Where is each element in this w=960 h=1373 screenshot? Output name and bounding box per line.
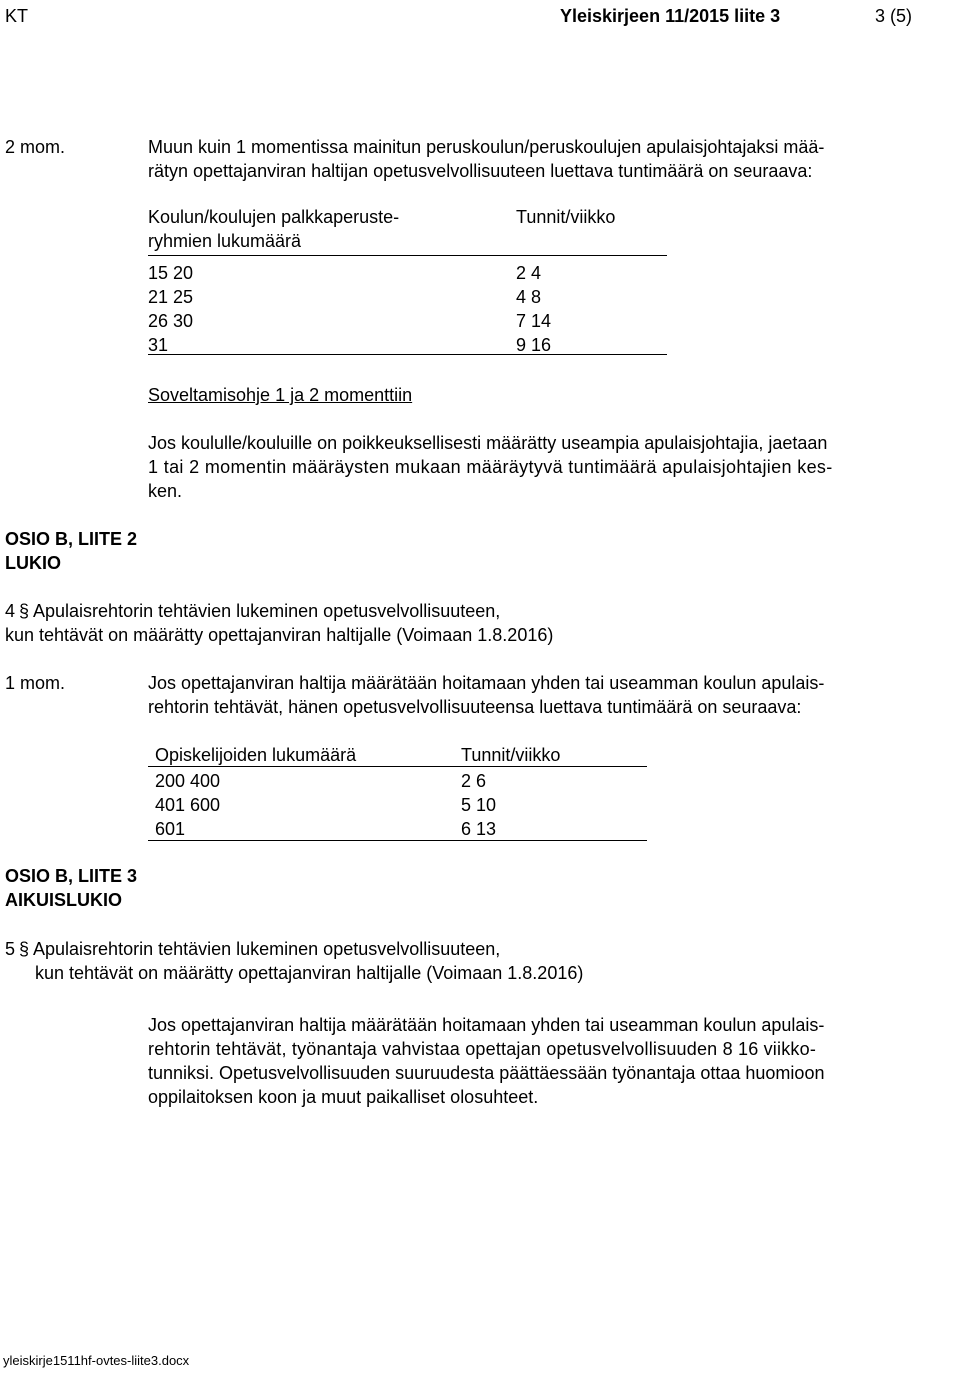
para5-body-line4: oppilaitoksen koon ja muut paikalliset olosuhteet.	[148, 1087, 539, 1107]
table2-bottom-rule	[148, 840, 647, 841]
para5-number: 5	[5, 939, 16, 959]
table-row	[516, 261, 541, 285]
table-row	[516, 285, 541, 309]
table1-col2-header: Tunnit/viikko	[516, 207, 616, 227]
mom1-text-line2: rehtorin tehtävät, hänen opetusvelvollisuuteensa luettava tuntimäärä on seuraava:	[148, 697, 802, 717]
guidance-text-line1: Jos koululle/kouluille on poikkeuksellisesti määrätty useampia apulaisjohtajia, jaetaan	[148, 433, 828, 453]
section-b3-title: OSIO B, LIITE 3	[5, 866, 138, 886]
table2-col1-header: Opiskelijoiden lukumäärä	[155, 745, 357, 765]
para5-title: Apulaisrehtorin tehtävien lukeminen opetusvelvollisuuteen,	[33, 939, 501, 959]
table-row	[516, 309, 551, 333]
para4-title-line1	[5, 599, 500, 623]
guidance-heading: Soveltamisohje 1 ja 2 momenttiin	[148, 385, 413, 405]
table2-cell-students: 401 600	[155, 795, 221, 815]
mom2-text-line2: rätyn opettajanviran haltijan opetusvelvollisuuteen luettava tuntimäärä on seuraava:	[148, 161, 813, 181]
footer-filename: yleiskirje1511hf-ovtes-liite3.docx	[3, 1353, 190, 1368]
para5-body-line3: tunniksi. Opetusvelvollisuuden suuruudesta päättäessään työnantaja ottaa huomioon	[148, 1063, 825, 1083]
table1-cell-groups: 26 30	[148, 311, 194, 331]
table-row	[461, 793, 496, 817]
table1-bottom-rule	[148, 354, 667, 355]
header-left: KT	[5, 6, 29, 26]
para5-body-line1: Jos opettajanviran haltija määrätään hoitamaan yhden tai useamman koulun apulais-	[148, 1015, 825, 1035]
mom1-text-line1: Jos opettajanviran haltija määrätään hoitamaan yhden tai useamman koulun apulais-	[148, 673, 825, 693]
header-title: Yleiskirjeen 11/2015 liite 3	[560, 6, 781, 26]
table2-cell-hours: 6 13	[461, 819, 497, 839]
table1-cell-groups: 15 20	[148, 263, 194, 283]
mom2-text-line1: Muun kuin 1 momentissa mainitun peruskoulun/peruskoulujen apulaisjohtajaksi mää-	[148, 137, 825, 157]
table1-cell-hours: 4 8	[516, 287, 542, 307]
table-row	[461, 769, 486, 793]
para5-title-line2: kun tehtävät on määrätty opettajanviran haltijalle (Voimaan 1.8.2016)	[35, 963, 584, 983]
section-b2-subtitle: LUKIO	[5, 553, 61, 573]
table1-col1-header-line1: Koulun/koulujen palkkaperuste-	[148, 207, 400, 227]
table2-cell-students: 200 400	[155, 771, 221, 791]
table1-header-rule	[148, 255, 667, 256]
mom1-label: 1 mom.	[5, 673, 66, 693]
guidance-text-line3: ken.	[148, 481, 183, 501]
section-sign-icon: §	[19, 601, 30, 621]
table-row	[461, 817, 496, 841]
table-row	[148, 309, 193, 333]
section-b3-subtitle: AIKUISLUKIO	[5, 890, 122, 910]
guidance-text-line2: 1 tai 2 momentin määräysten mukaan määräytyvä tuntimäärä apulaisjohtajien kes-	[148, 457, 833, 477]
table-row	[155, 769, 220, 793]
para5-body-line2: rehtorin tehtävät, työnantaja vahvistaa opettajan opetusvelvollisuuden 8 16 viikko-	[148, 1039, 817, 1059]
table-row	[148, 261, 193, 285]
table1-cell-groups: 31	[148, 335, 169, 355]
table2-header-rule	[148, 766, 647, 767]
table2-cell-hours: 2 6	[461, 771, 487, 791]
table-row	[155, 817, 185, 841]
table2-col2-header: Tunnit/viikko	[461, 745, 561, 765]
section-b2-title: OSIO B, LIITE 2	[5, 529, 138, 549]
para4-number: 4	[5, 601, 16, 621]
section-sign-icon: §	[19, 939, 30, 959]
mom2-label: 2 mom.	[5, 137, 66, 157]
table1-cell-hours: 2 4	[516, 263, 542, 283]
table1-col1-header-line2: ryhmien lukumäärä	[148, 231, 302, 251]
table1-cell-hours: 9 16	[516, 335, 552, 355]
table-row	[155, 793, 220, 817]
para5-title-line1	[5, 937, 500, 961]
page-number: 3 (5)	[875, 6, 913, 26]
table2-cell-students: 601	[155, 819, 186, 839]
para4-title-line2: kun tehtävät on määrätty opettajanviran haltijalle (Voimaan 1.8.2016)	[5, 625, 554, 645]
table1-cell-hours: 7 14	[516, 311, 552, 331]
table1-cell-groups: 21 25	[148, 287, 194, 307]
table-row	[148, 285, 193, 309]
table2-cell-hours: 5 10	[461, 795, 497, 815]
para4-title: Apulaisrehtorin tehtävien lukeminen opetusvelvollisuuteen,	[33, 601, 501, 621]
